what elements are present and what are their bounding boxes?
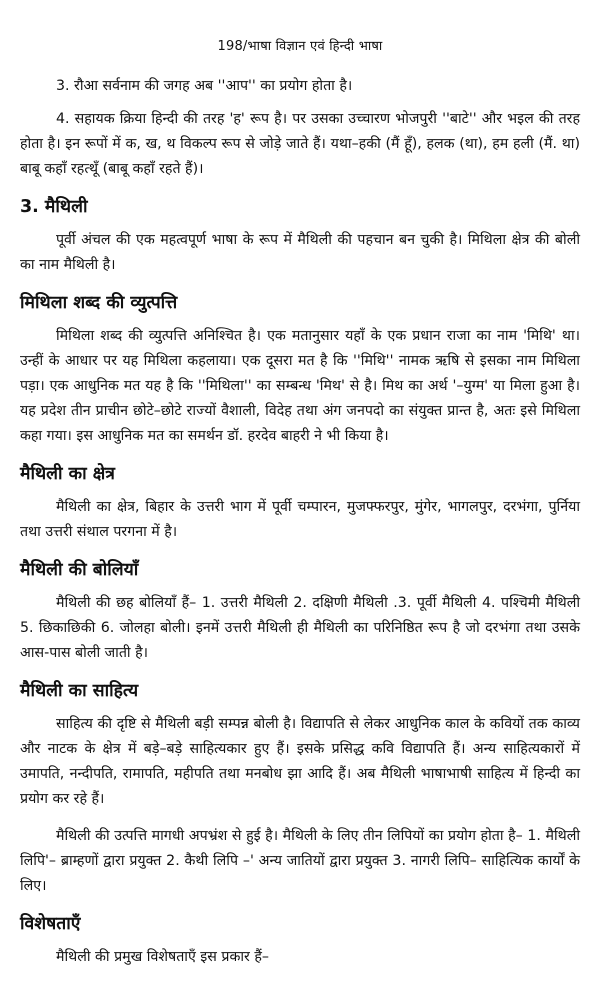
paragraph: साहित्य की दृष्टि से मैथिली बड़ी सम्पन्न बोली है। विद्यापति से लेकर आधुनिक काल के कवियों तक काव्य और नाटक के क्षेत्र में बड़े–बड़े साहित्यकार हुए हैं। इसके प्रसिद्ध कवि विद्यापति हैं। अन्य साहित्यकारों में उमापति, नन्दीपति, रामापति, महीपति तथा मनबोध झा आदि हैं। अब मैथिली भाषाभाषी साहित्य में हिन्दी का प्रयोग कर रहे हैं। <box>20 716 580 807</box>
section-heading-etymology: मिथिला शब्द की व्युत्पत्ति <box>20 293 178 313</box>
paragraph: पूर्वी अंचल की एक महत्वपूर्ण भाषा के रूप में मैथिली की पहचान बन चुकी है। मिथिला क्षेत्र की बोली का नाम मैथिली है। <box>20 232 580 273</box>
paragraph: मिथिला शब्द की व्युत्पत्ति अनिश्चित है। एक मतानुसार यहाँ के एक प्रधान राजा का नाम 'मिथि' था। उन्हीं के आधार पर यह मिथिला कहलाया। एक दूसरा मत है कि ''मिथि'' नामक ऋषि से इसका नाम मिथिला पड़ा। एक आधुनिक मत यह है कि ''मिथिला'' का सम्बन्ध 'मिथ' से है। मिथ का अर्थ '–युग्म' या मिला हुआ है। यह प्रदेश तीन प्राचीन छोटे–छोटे राज्यों वैशाली, विदेह तथा अंग जनपदो का संयुक्त प्रान्त है, अतः इसे मिथिला कहा गया। इस आधुनिक मत का समर्थन डॉ. हरदेव बाहरी ने भी किया है। <box>20 328 580 444</box>
list-item-4: 4. सहायक क्रिया हिन्दी की तरह 'ह' रूप है। पर उसका उच्चारण भोजपुरी ''बाटे'' और भइल की तरह होता है। इन रूपों में क, ख, थ विकल्प रूप से जोड़े जाते हैं। यथा–हकी (मैं हूँ), हलक (था), हम हली (मैं. था) बाबू कहाँ रहत्थूँ (बाबू कहाँ रहते हैं)। <box>20 111 580 177</box>
section-heading-region: मैथिली का क्षेत्र <box>20 464 115 484</box>
paragraph: मैथिली का क्षेत्र, बिहार के उत्तरी भाग में पूर्वी चम्पारन, मुजफ्फरपुर, मुंगेर, भागलपुर, दरभंगा, पुर्निया तथा उत्तरी संथाल परगना में है। <box>20 499 580 540</box>
section-heading-features: विशेषताएँ <box>20 914 81 934</box>
running-header: 198/भाषा विज्ञान एवं हिन्दी भाषा <box>217 39 383 54</box>
paragraph: मैथिली की छह बोलियाँ हैं– 1. उत्तरी मैथिली 2. दक्षिणी मैथिली .3. पूर्वी मैथिली 4. पश्चिमी मैथिली 5. छिकाछिकी 6. जोलहा बोली। इनमें उत्तरी मैथिली ही मैथिली का परिनिष्ठित रूप है जो दरभंगा तथा उसके आस-पास बोली जाती है। <box>20 595 580 661</box>
section-heading-maithili: 3. मैथिली <box>20 197 88 217</box>
paragraph: मैथिली की प्रमुख विशेषताएँ इस प्रकार हैं– <box>56 949 269 965</box>
list-item-3: 3. रौआ सर्वनाम की जगह अब ''आप'' का प्रयोग होता है। <box>56 78 353 94</box>
section-heading-literature: मैथिली का साहित्य <box>20 681 139 701</box>
section-heading-dialects: मैथिली की बोलियाँ <box>20 560 139 580</box>
paragraph: मैथिली की उत्पत्ति मागधी अपभ्रंश से हुई है। मैथिली के लिए तीन लिपियों का प्रयोग होता है– 1. मैथिली लिपि'– ब्राम्हणों द्वारा प्रयुक्त 2. कैथी लिपि –' अन्य जातियों द्वारा प्रयुक्त 3. नागरी लिपि– साहित्यिक कार्यों के लिए। <box>20 828 580 894</box>
